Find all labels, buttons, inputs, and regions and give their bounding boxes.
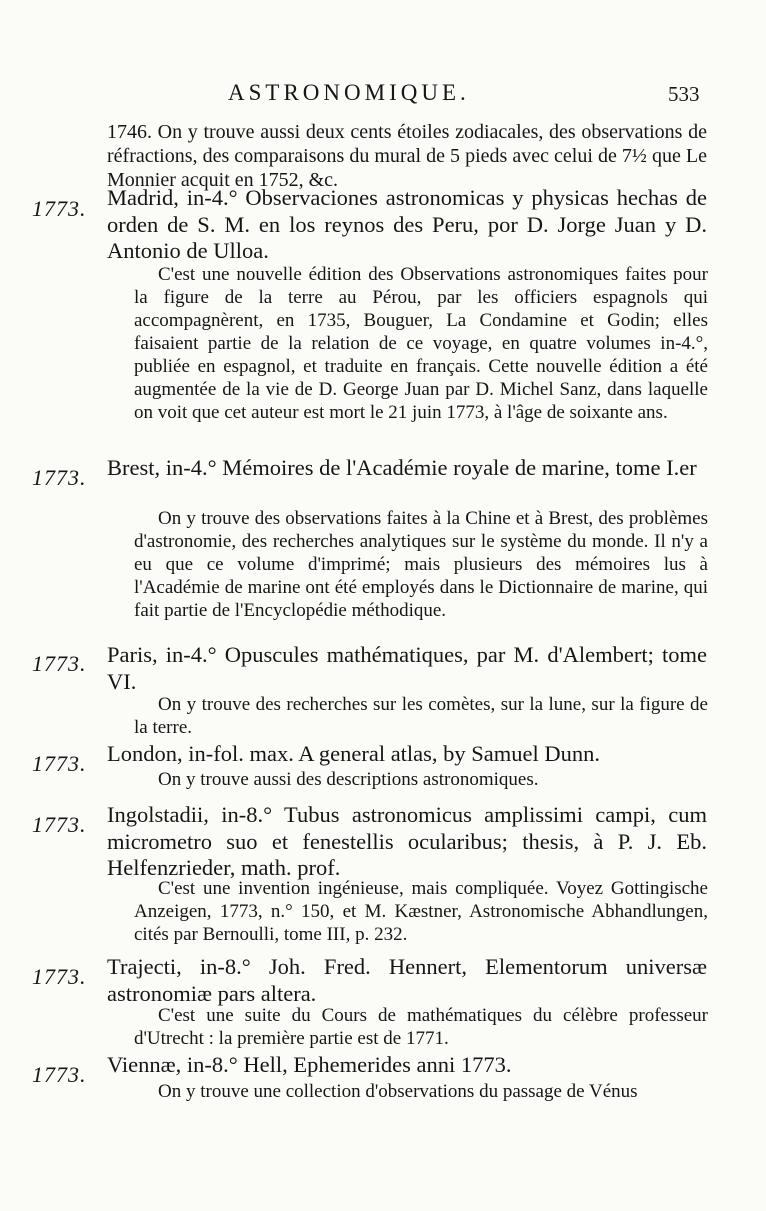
- entry-note: On y trouve une collection d'observations du passage de Vénus: [158, 1081, 638, 1102]
- entry-note: On y trouve des observations faites à la Chine et à Brest, des problèmes d'astronomie, des recherches analytiques sur le système du monde. Il n'y a eu que ce volume d'imprimé; mais plusieurs des mémoires lus à l'Académie de marine ont été employés dans le Dictionnaire de marine, qui fait partie de l'Encyclopédie méthodique.: [134, 508, 708, 621]
- entry-note: On y trouve aussi des descriptions astronomiques.: [158, 769, 539, 790]
- entry-heading: Ingolstadii, in-8.° Tubus astronomicus amplissimi campi, cum micrometro suo et fenestellis ocularibus; thesis, à P. J. Eb. Helfenzrieder, math. prof.: [107, 802, 707, 880]
- entry-note: C'est une nouvelle édition des Observations astronomiques faites pour la figure de la terre au Pérou, par les officiers espagnols qui accompagnèrent, en 1735, Bouguer, La Condamine et Godin; elles faisaient partie de la relation de ce voyage, en quatre volumes in-4.°, publiée en espagnol, et traduite en français. Cette nouvelle édition a été augmentée de la vie de D. George Juan par D. Michel Sanz, dans laquelle on voit que cet auteur est mort le 21 juin 1773, à l'âge de soixante ans.: [134, 264, 708, 423]
- entry-year: 1773.: [32, 964, 87, 989]
- entry-heading: Brest, in-4.° Mémoires de l'Académie royale de marine, tome I.er: [107, 455, 697, 480]
- entry-year: 1773.: [32, 751, 87, 776]
- page-header: [0, 80, 766, 110]
- entry-heading: Madrid, in-4.° Observaciones astronomicas y physicas hechas de orden de S. M. en los reynos des Peru, por D. Jorge Juan y D. Antonio de Ulloa.: [107, 185, 707, 263]
- entry-note: C'est une invention ingénieuse, mais compliquée. Voyez Gottingische Anzeigen, 1773, n.° 150, et M. Kæstner, Astronomische Abhandlungen, cités par Bernoulli, tome III, p. 232.: [134, 878, 708, 945]
- entry-year: 1773.: [32, 196, 87, 221]
- entry-heading: Paris, in-4.° Opuscules mathématiques, par M. d'Alembert; tome VI.: [107, 642, 707, 694]
- entry-year: 1773.: [32, 812, 87, 837]
- entry-year: 1773.: [32, 1062, 87, 1087]
- entry-heading: Trajecti, in-8.° Joh. Fred. Hennert, Elementorum universæ astronomiæ pars altera.: [107, 954, 707, 1006]
- entry-heading: London, in-fol. max. A general atlas, by Samuel Dunn.: [107, 741, 601, 766]
- page-number: 533: [668, 82, 700, 106]
- running-title: ASTRONOMIQUE.: [228, 80, 470, 105]
- entry-year: 1773.: [32, 465, 87, 490]
- entry-year: 1773.: [32, 651, 87, 676]
- entry-heading: Viennæ, in-8.° Hell, Ephemerides anni 1773.: [107, 1052, 512, 1077]
- entry-note: On y trouve des recherches sur les comètes, sur la lune, sur la figure de la terre.: [134, 694, 708, 738]
- continuation-paragraph: 1746. On y trouve aussi deux cents étoiles zodiacales, des observations de réfractions, des comparaisons du mural de 5 pieds avec celui de 7½ que Le Monnier acquit en 1752, &c.: [107, 121, 707, 191]
- entry-note: C'est une suite du Cours de mathématiques du célèbre professeur d'Utrecht : la première partie est de 1771.: [134, 1005, 708, 1049]
